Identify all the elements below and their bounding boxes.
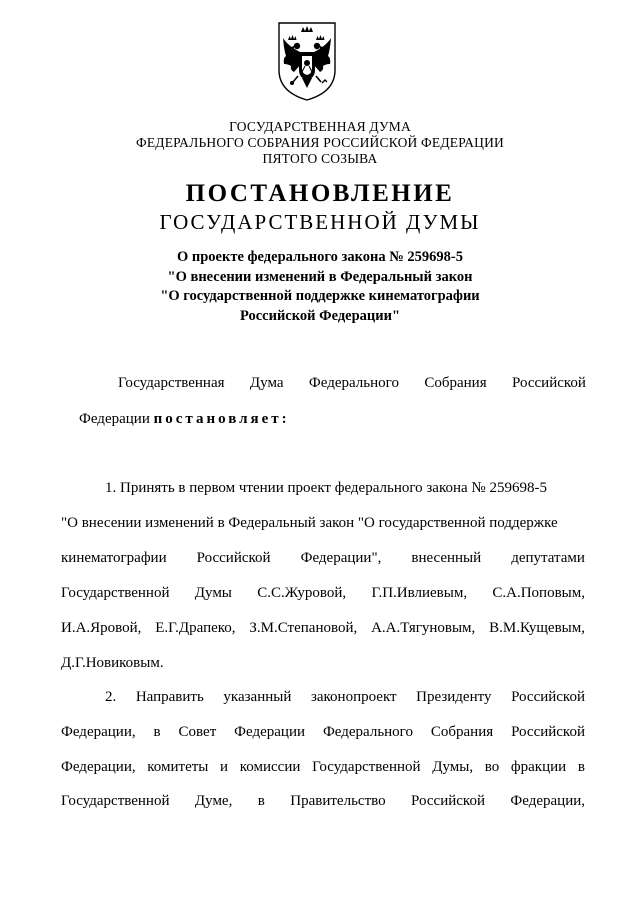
preamble-word: Федерации — [79, 411, 150, 427]
word: Правительство — [290, 793, 386, 809]
subject-block — [0, 248, 640, 326]
preamble-word: Российской — [512, 375, 586, 391]
item2-line-4 — [61, 793, 585, 810]
item1-line-5 — [61, 620, 585, 637]
word: И.А.Яровой, — [61, 620, 142, 636]
item1-line-6: Д.Г.Новиковым. — [61, 655, 164, 671]
preamble-word: Федерального — [308, 375, 399, 391]
word: С.А.Поповым, — [492, 585, 585, 601]
item2-line-3 — [61, 759, 585, 776]
word: Совет — [178, 724, 217, 740]
subject-line-4: Российской Федерации" — [239, 307, 401, 324]
item1-line-1: 1. Принять в первом чтении проект федерального закона № 259698-5 — [105, 480, 547, 496]
preamble-word: Собрания — [424, 375, 487, 391]
word: в — [153, 724, 161, 740]
word: Е.Г.Драпеко, — [155, 620, 236, 636]
word: кинематографии — [61, 550, 167, 566]
word: во — [484, 759, 500, 775]
item1-line-2: "О внесении изменений в Федеральный закон "О государственной поддержке — [61, 515, 558, 531]
word: В.М.Кущевым, — [489, 620, 585, 636]
document-subtitle: ГОСУДАРСТВЕННОЙ ДУМЫ — [159, 210, 481, 234]
word: З.М.Степановой, — [249, 620, 358, 636]
word: Федерации, — [61, 724, 136, 740]
word: Собрания — [430, 724, 494, 740]
word: Думе, — [194, 793, 233, 809]
item1-line-4 — [61, 585, 585, 602]
resolves-word: постановляет: — [153, 411, 290, 427]
word: Федерации, — [61, 759, 136, 775]
word: 2. — [105, 689, 117, 705]
word: Г.П.Ивлиевым, — [371, 585, 468, 601]
word: Государственной — [312, 759, 421, 775]
word: в — [577, 759, 585, 775]
header-line-1: ГОСУДАРСТВЕННАЯ ДУМА — [229, 119, 411, 134]
subject-line-2: "О внесении изменений в Федеральный закон — [167, 268, 473, 285]
preamble-word: Дума — [249, 375, 284, 391]
word: комиссии — [239, 759, 301, 775]
word: Российской — [196, 550, 271, 566]
word: Российской — [411, 793, 485, 809]
preamble-line-1 — [118, 375, 586, 392]
item2-line-1 — [105, 689, 585, 706]
word: Направить — [135, 689, 204, 705]
word: и — [220, 759, 229, 775]
word: Президенту — [416, 689, 492, 705]
subject-line-1: О проекте федерального закона № 259698-5 — [176, 249, 464, 265]
word: законопроект — [310, 689, 397, 705]
word: Федерации", — [300, 550, 382, 566]
word: указанный — [223, 689, 292, 705]
header-line-3: ПЯТОГО СОЗЫВА — [262, 151, 378, 166]
word: Федерации, — [510, 793, 585, 809]
word: в — [257, 793, 265, 809]
word: С.С.Журовой, — [257, 585, 347, 601]
word: А.А.Тягуновым, — [371, 620, 476, 636]
preamble-word: Государственная — [118, 375, 225, 391]
item2-line-2 — [61, 724, 585, 741]
word: депутатами — [511, 550, 585, 566]
word: Российской — [511, 689, 585, 705]
word: комитеты — [147, 759, 209, 775]
word: Федерации — [234, 724, 306, 740]
coat-of-arms-icon — [274, 20, 340, 102]
word: фракции — [510, 759, 567, 775]
item1-line-3 — [61, 550, 585, 567]
word: Государственной — [61, 793, 170, 809]
header-line-2: ФЕДЕРАЛЬНОГО СОБРАНИЯ РОССИЙСКОЙ ФЕДЕРАЦИИ — [136, 135, 504, 150]
word: Российской — [511, 724, 585, 740]
word: внесенный — [411, 550, 482, 566]
word: Думы — [194, 585, 232, 601]
word: Государственной — [61, 585, 170, 601]
document-title: ПОСТАНОВЛЕНИЕ — [185, 180, 455, 207]
word: Думы, — [432, 759, 474, 775]
subject-line-3: "О государственной поддержке кинематографии — [160, 288, 480, 304]
preamble-line-2 — [79, 411, 290, 428]
word: Федерального — [322, 724, 413, 740]
